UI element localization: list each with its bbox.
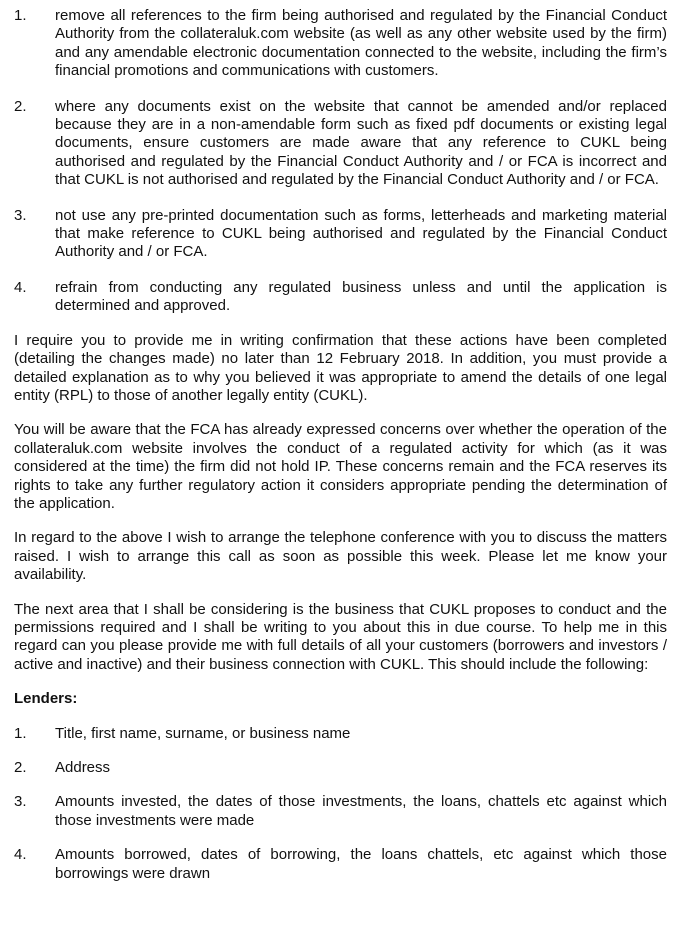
list-text: Amounts borrowed, dates of borrowing, the loans chattels, etc against which those borrowings were drawn bbox=[55, 846, 667, 882]
list-number: 3. bbox=[14, 793, 27, 811]
list-text: not use any pre-printed documentation such as forms, letterheads and marketing material that make reference to CUKL being authorised and regulated by the Financial Conduct Authority and / or FCA. bbox=[55, 206, 667, 261]
list-text: Title, first name, surname, or business name bbox=[55, 724, 351, 742]
lender-item-2 bbox=[14, 759, 667, 777]
action-item-3 bbox=[14, 207, 667, 262]
action-item-4 bbox=[14, 279, 667, 316]
lenders-heading: Lenders: bbox=[14, 690, 78, 708]
lender-item-3 bbox=[14, 793, 667, 830]
action-item-2 bbox=[14, 98, 667, 190]
paragraph-next-area: The next area that I shall be considering is the business that CUKL proposes to conduct and the permissions required and I shall be writing to you about this in due course. To help me in this regard can you please provide me with full details of all your customers (borrowers and investors / active and inactive) and their business connection with CUKL. This should include the following: bbox=[14, 600, 667, 673]
paragraph-telephone-conference: In regard to the above I wish to arrange the telephone conference with you to discuss the matters raised. I wish to arrange this call as soon as possible this week. Please let me know your availability. bbox=[14, 529, 667, 584]
paragraph-confirmation-request: I require you to provide me in writing confirmation that these actions have been completed (detailing the changes made) no later than 12 February 2018. In addition, you must provide a detailed explanation as to why you believed it was appropriate to amend the details of one legal entity (RPL) to those of another legally entity (CUKL). bbox=[14, 331, 667, 404]
lender-item-4 bbox=[14, 846, 667, 883]
list-number: 4. bbox=[14, 846, 27, 864]
list-text: remove all references to the firm being authorised and regulated by the Financial Conduct Authority from the collateraluk.com website (as well as any other website used by the firm) and any amendable electronic documentation connected to the website, including the firm’s financial promotions and communications with customers. bbox=[55, 7, 667, 80]
list-number: 3. bbox=[14, 206, 27, 224]
list-number: 1. bbox=[14, 724, 27, 742]
list-text: refrain from conducting any regulated business unless and until the application is determined and approved. bbox=[55, 278, 667, 315]
list-text: where any documents exist on the website that cannot be amended and/or replaced because they are in a non-amendable form such as fixed pdf documents or existing legal documents, ensure customers are made aware that any reference to CUKL being authorised and regulated by the Financial Conduct Authority and / or FCA is incorrect and that CUKL is not authorised and regulated by the Financial Conduct Authority and / or FCA. bbox=[55, 97, 667, 189]
list-number: 1. bbox=[14, 7, 27, 24]
list-number: 4. bbox=[14, 278, 27, 296]
list-text: Address bbox=[55, 759, 111, 776]
lender-item-1 bbox=[14, 725, 667, 743]
paragraph-fca-concerns: You will be aware that the FCA has already expressed concerns over whether the operation of the collateraluk.com website involves the conduct of a regulated activity for which (as it was considered at the time) the firm did not hold IP. These concerns remain and the FCA reserves its rights to take any further regulatory action it considers appropriate pending the determination of the application. bbox=[14, 421, 667, 512]
list-number: 2. bbox=[14, 97, 27, 115]
action-item-1 bbox=[14, 7, 667, 81]
list-number: 2. bbox=[14, 759, 27, 776]
list-text: Amounts invested, the dates of those investments, the loans, chattels etc against which those investments were made bbox=[55, 793, 667, 829]
